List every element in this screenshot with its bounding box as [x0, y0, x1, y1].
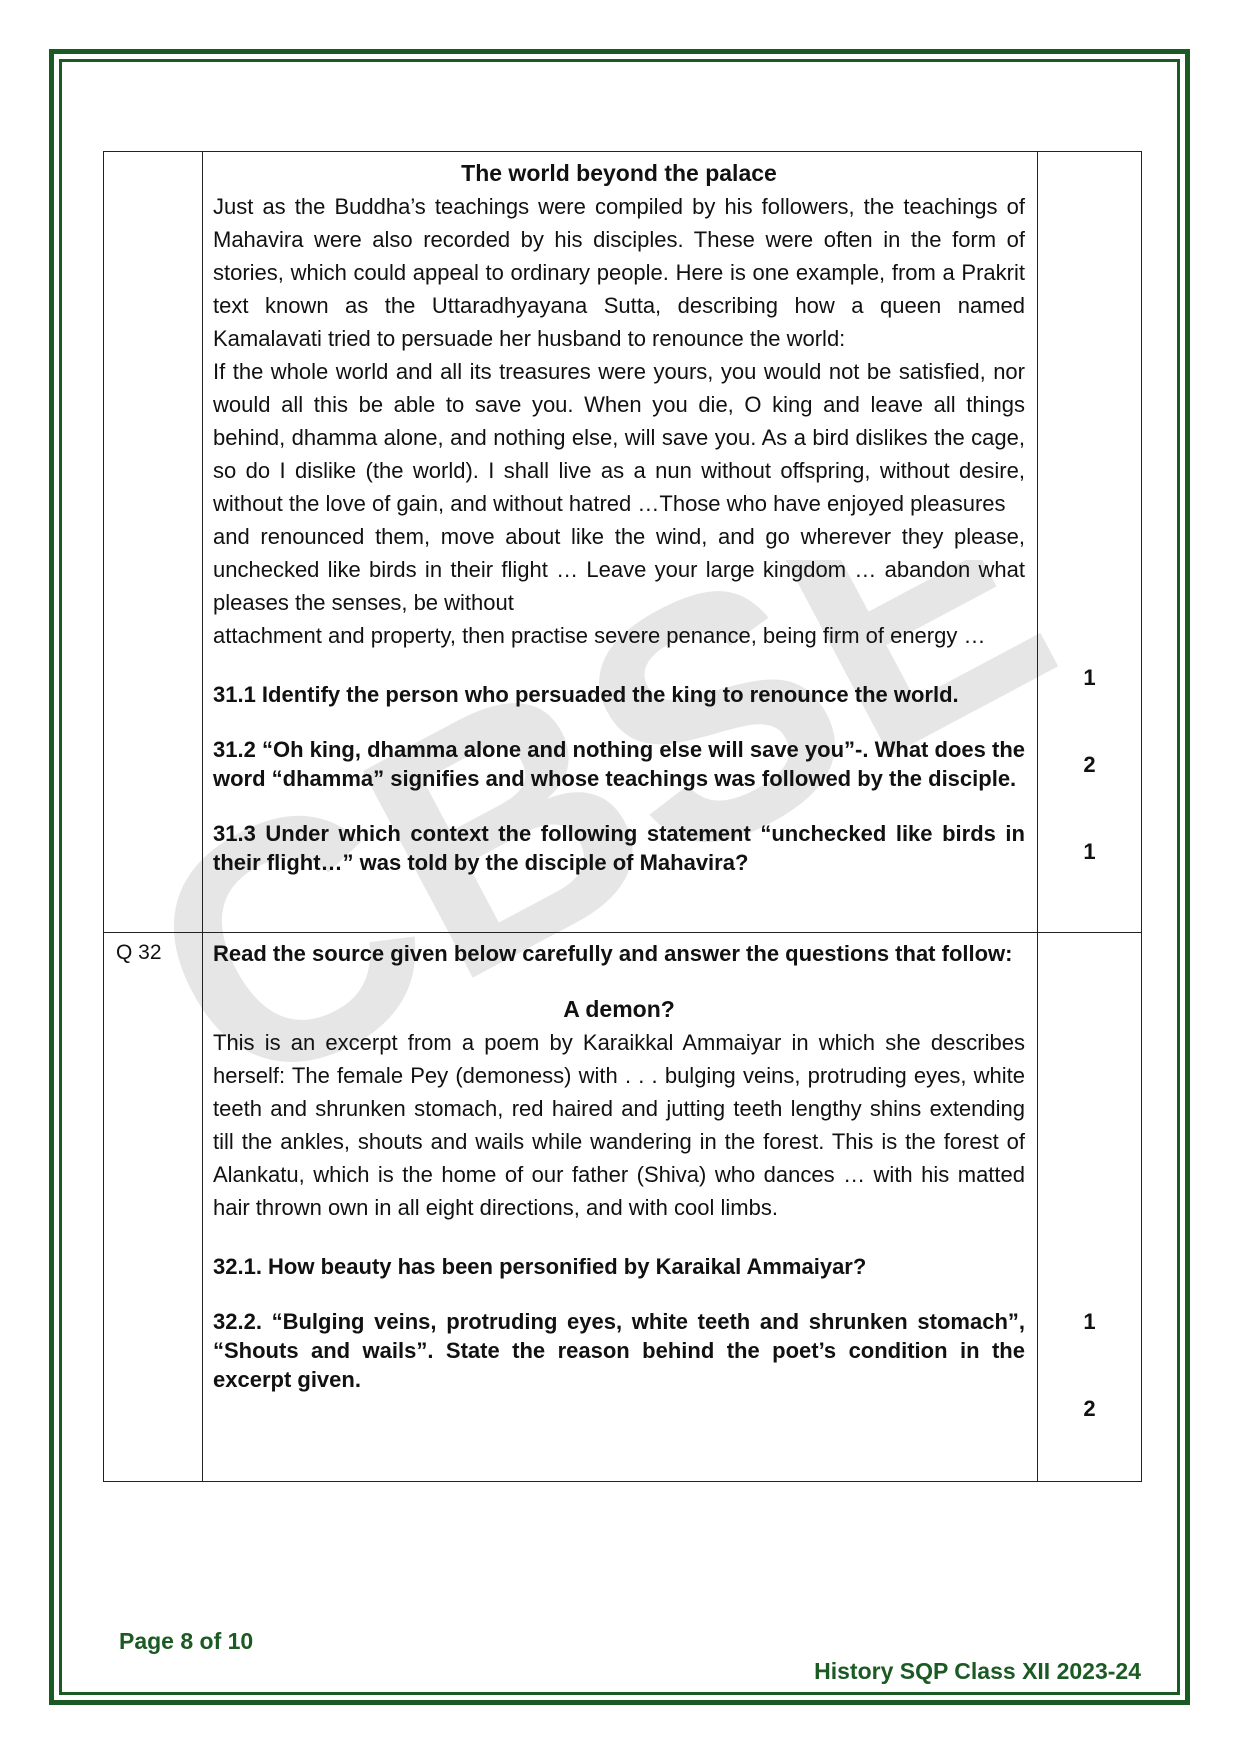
question-32-2: 32.2. “Bulging veins, protruding eyes, white teeth and shrunken stomach”, “Shouts and wails”. State the reason behind the poet’s condition in the excerpt given. [213, 1309, 1025, 1392]
source-excerpt-2: and renounced them, move about like the wind, and go wherever they please, unchecked like birds in their flight … Leave your large kingdom … abandon what pleases the senses, be without [213, 524, 1025, 615]
question-31-2: 31.2 “Oh king, dhamma alone and nothing else will save you”-. What does the word “dhamma” signifies and whose teachings was followed by the disciple. [213, 737, 1025, 791]
question-instruction: Read the source given below carefully and answer the questions that follow: [213, 941, 1013, 966]
source-intro: Just as the Buddha’s teachings were compiled by his followers, the teachings of Mahavira were also recorded by his disciples. These were often in the form of stories, which could appeal to ordinary people. Here is one example, from a Prakrit text known as the Uttaradhyayana Sutta, describing how a queen named Kamalavati tried to persuade her husband to renounce the world: [213, 194, 1025, 351]
source-title: A demon? [563, 996, 675, 1022]
source-excerpt-3: attachment and property, then practise severe penance, being firm of energy … [213, 623, 986, 648]
marks-cell [1038, 933, 1142, 1482]
mark-31-2: 2 [1083, 752, 1096, 777]
mark-31-3: 1 [1083, 839, 1096, 864]
source-excerpt-1: If the whole world and all its treasures were yours, you would not be satisfied, nor would all this be able to save you. When you die, O king and leave all things behind, dhamma alone, and nothing else, will save you. As a bird dislikes the cage, so do I dislike (the world). I shall live as a nun without offspring, without desire, without the love of gain, and without hatred …Those who have enjoyed pleasures [213, 359, 1025, 516]
mark-31-1: 1 [1083, 665, 1096, 690]
question-label: Q 32 [116, 941, 162, 964]
question-31-1: 31.1 Identify the person who persuaded the king to renounce the world. [213, 682, 959, 707]
marks-cell [1038, 152, 1142, 933]
question-table [103, 151, 1142, 1482]
question-number-cell [104, 152, 203, 933]
question-row-32 [104, 933, 1142, 1482]
question-31-3: 31.3 Under which context the following statement “unchecked like birds in their flight…” was told by the disciple of Mahavira? [213, 821, 1025, 875]
question-body-cell [203, 152, 1038, 933]
document-title: History SQP Class XII 2023-24 [814, 1658, 1141, 1684]
source-excerpt: This is an excerpt from a poem by Karaikkal Ammaiyar in which she describes herself: The female Pey (demoness) with . . . bulging veins, protruding eyes, white teeth and shrunken stomach, red haired and jutting teeth lengthy shins extending till the ankles, shouts and wails while wandering in the forest. This is the forest of Alankatu, which is the home of our father (Shiva) who dances … with his matted hair thrown own in all eight directions, and with cool limbs. [213, 1030, 1025, 1220]
question-body-cell [203, 933, 1038, 1482]
mark-32-1: 1 [1083, 1309, 1096, 1334]
question-row-31 [104, 152, 1142, 933]
question-number-cell [104, 933, 203, 1482]
page-number: Page 8 of 10 [119, 1628, 254, 1654]
question-32-1: 32.1. How beauty has been personified by Karaikal Ammaiyar? [213, 1254, 867, 1279]
source-title: The world beyond the palace [461, 160, 777, 186]
watermark-text: CBSE [170, 560, 1070, 1080]
mark-32-2: 2 [1083, 1396, 1096, 1421]
